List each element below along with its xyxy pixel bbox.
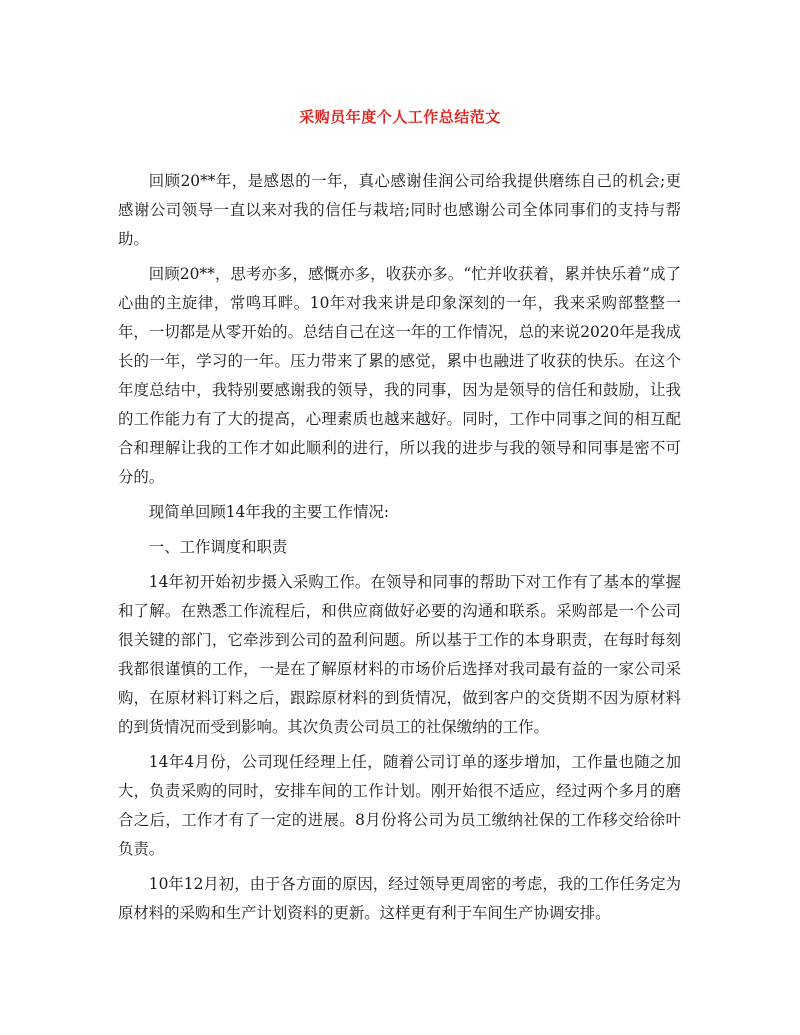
document-title: 采购员年度个人工作总结范文	[299, 108, 501, 126]
paragraph: 14年4月份，公司现任经理上任，随着公司订单的逐步增加，工作量也随之加大，负责采购的同时，安排车间的工作计划。刚开始很不适应，经过两个多月的磨合之后，工作才有了一定的进展。8月份将公司为员工缴纳社保的工作移交给徐叶负责。	[118, 753, 681, 858]
paragraph: 回顾20**年，是感恩的一年，真心感谢佳润公司给我提供磨练自己的机会;更感谢公司领导一直以来对我的信任与栽培;同时也感谢公司全体同事们的支持与帮助。	[118, 172, 681, 248]
paragraph: 10年12月初，由于各方面的原因，经过领导更周密的考虑，我的工作任务定为原材料的采购和生产计划资料的更新。这样更有利于车间生产协调安排。	[118, 875, 681, 922]
paragraph: 现简单回顾14年我的主要工作情况:	[148, 503, 390, 521]
document-body	[118, 167, 681, 934]
paragraph: 14年初开始初步摄入采购工作。在领导和同事的帮助下对工作有了基本的掌握和了解。在熟悉工作流程后，和供应商做好必要的沟通和联系。采购部是一个公司很关键的部门，它牵涉到公司的盈利问题。所以基于工作的本身职责，在每时每刻我都很谨慎的工作，一是在了解原材料的市场价后选择对我司最有益的一家公司采购，在原材料订料之后，跟踪原材料的到货情况，做到客户的交货期不因为原材料的到货情况而受到影响。其次负责公司员工的社保缴纳的工作。	[118, 573, 681, 736]
section-heading: 一、工作调度和职责	[148, 538, 288, 556]
paragraph: 回顾20**，思考亦多，感慨亦多，收获亦多。“忙并收获着，累并快乐着”成了心曲的主旋律，常鸣耳畔。10年对我来讲是印象深刻的一年，我来采购部整整一年，一切都是从零开始的。总结自己在这一年的工作情况，总的来说2020年是我成长的一年，学习的一年。压力带来了累的感觉，累中也融进了收获的快乐。在这个年度总结中，我特别要感谢我的领导，我的同事，因为是领导的信任和鼓励，让我的工作能力有了大的提高，心理素质也越来越好。同时，工作中同事之间的相互配合和理解让我的工作才如此顺利的进行，所以我的进步与我的领导和同事是密不可分的。	[118, 265, 681, 486]
